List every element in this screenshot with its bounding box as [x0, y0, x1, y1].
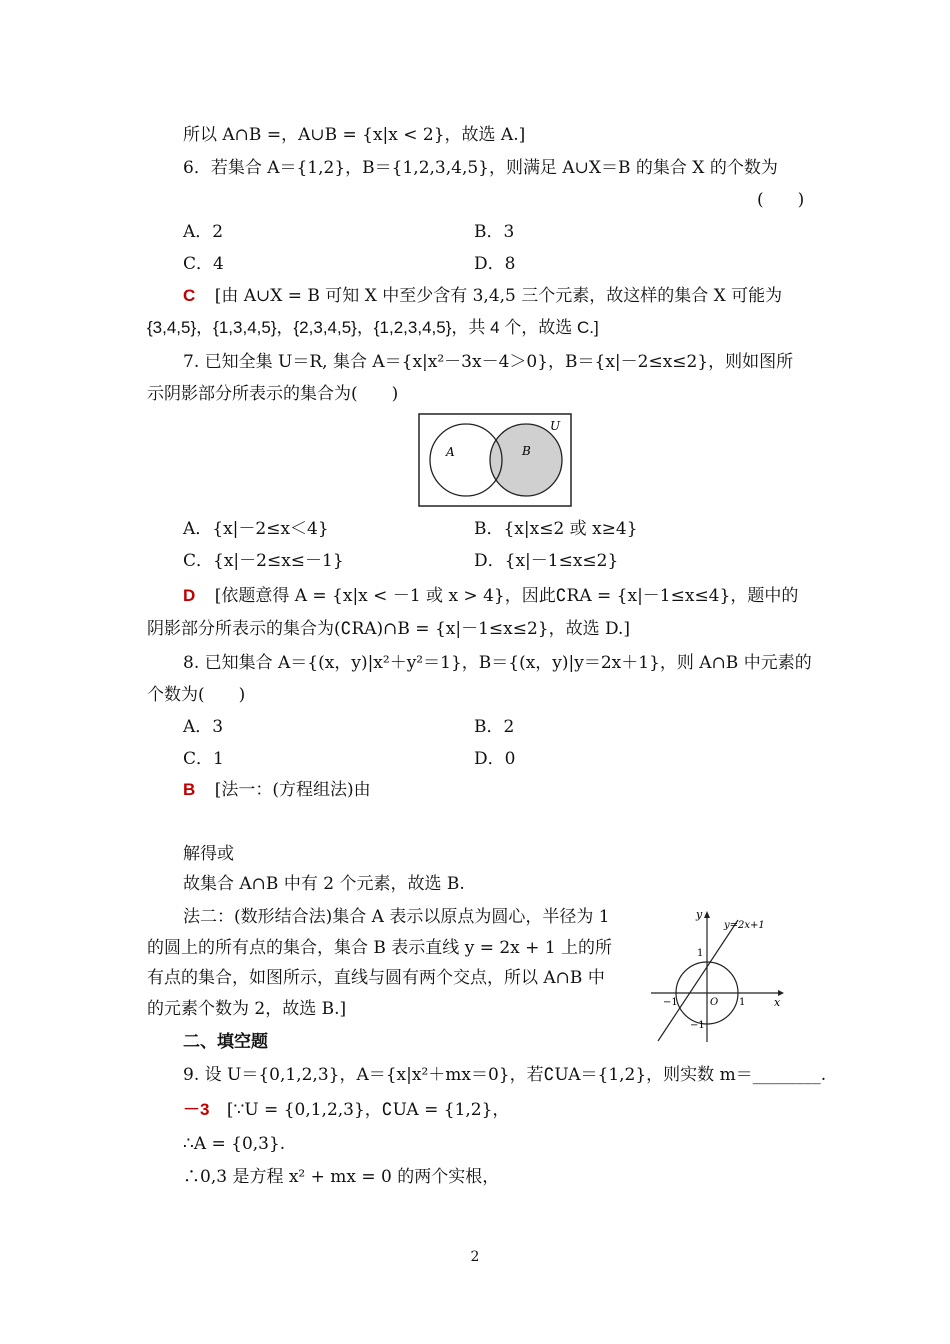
- answer-8: [183, 779, 371, 801]
- explanation: [依题意得 A = {x|x < －1 或 x > 4}，因此∁RA = {x|－1≤x≤4}，题中的: [214, 586, 799, 606]
- method-two-cont: 的圆上的所有点的集合，集合 B 表示直线 y = 2x + 1 上的所: [147, 938, 613, 958]
- circle-line-graph: [646, 906, 786, 1046]
- answer-letter: D: [183, 586, 196, 605]
- answer-9: [183, 1099, 509, 1121]
- question-9: 9. 设 U＝{0,1,2,3}，A＝{x|x²＋mx＝0}，若∁UA＝{1,2}，则实数 m＝________.: [183, 1065, 827, 1085]
- option-b: B．3: [474, 222, 515, 242]
- question-6: 6．若集合 A＝{1,2}，B＝{1,2,3,4,5}，则满足 A∪X＝B 的集合 X 的个数为: [183, 158, 778, 178]
- origin-label: O: [710, 997, 719, 1008]
- answer-letter: B: [183, 780, 196, 799]
- y-arrow-icon: [704, 911, 710, 918]
- line-label: y=2x+1: [724, 920, 765, 931]
- explanation: [∵U = {0,1,2,3}，∁UA = {1,2}，: [226, 1100, 510, 1120]
- answer-value: －3: [183, 1100, 210, 1119]
- text-line: 所以 A∩B =，A∪B = {x|x < 2}，故选 A.]: [183, 125, 526, 145]
- question-7: 7. 已知全集 U＝R, 集合 A＝{x|x²－3x－4＞0}，B＝{x|－2≤x≤2}，则如图所: [183, 352, 794, 372]
- x-label: x: [774, 996, 781, 1009]
- option-b: B．2: [474, 717, 515, 737]
- question-8: 8. 已知集合 A＝{(x，y)|x²＋y²＝1}，B＝{(x，y)|y＝2x＋1}，则 A∩B 中元素的: [183, 653, 812, 673]
- explanation: [法一：(方程组法)由: [214, 780, 371, 800]
- tick-y-1: 1: [697, 948, 704, 959]
- method-two-cont: 有点的集合，如图所示，直线与圆有两个交点，所以 A∩B 中: [147, 968, 605, 988]
- explanation: [由 A∪X = B 可知 X 中至少含有 3,4,5 三个元素，故这样的集合 X 可能为: [214, 286, 783, 306]
- option-c: C．{x|－2≤x≤－1}: [183, 551, 344, 571]
- explanation-cont: ∴A = {0,3}.: [183, 1134, 286, 1154]
- answer-letter: C: [183, 286, 196, 305]
- label-b: B: [522, 444, 531, 458]
- method-two-cont: 的元素个数为 2，故选 B.]: [147, 999, 347, 1019]
- explanation-cont: 解得或: [183, 844, 234, 864]
- option-d: D．8: [474, 254, 516, 274]
- question-8-cont: 个数为( ): [147, 685, 246, 705]
- explanation-cont: {3,4,5}，{1,3,4,5}，{2,3,4,5}，{1,2,3,4,5}，共 4 个，故选 C.]: [147, 318, 599, 337]
- answer-paren: ( ): [757, 190, 805, 210]
- explanation-cont: 阴影部分所表示的集合为(∁RA)∩B = {x|－1≤x≤2}，故选 D.]: [147, 619, 631, 639]
- answer-7: [183, 585, 798, 607]
- y-label: y: [696, 908, 703, 921]
- tick-x-neg1: −1: [663, 997, 678, 1008]
- set-b-circle: [490, 424, 562, 496]
- tick-x-1: 1: [739, 997, 746, 1008]
- option-d: D．{x|－1≤x≤2}: [474, 551, 619, 571]
- label-a: A: [446, 445, 455, 459]
- explanation-cont: ∴0,3 是方程 x² + mx = 0 的两个实根，: [183, 1167, 500, 1187]
- option-a: A．3: [183, 717, 224, 737]
- label-u: U: [550, 419, 561, 433]
- option-d: D．0: [474, 749, 516, 769]
- method-two: 法二：(数形结合法)集合 A 表示以原点为圆心，半径为 1: [183, 907, 610, 927]
- option-b: B．{x|x≤2 或 x≥4}: [474, 519, 638, 539]
- section-title: 二、填空题: [183, 1032, 268, 1051]
- option-a: A．2: [183, 222, 224, 242]
- question-7-cont: 示阴影部分所表示的集合为( ): [147, 384, 399, 404]
- option-c: C．4: [183, 254, 224, 274]
- venn-diagram: [418, 413, 572, 507]
- tick-y-neg1: −1: [690, 1020, 705, 1031]
- answer-6: [183, 285, 782, 307]
- page-number: 2: [470, 1249, 480, 1265]
- explanation-cont: 故集合 A∩B 中有 2 个元素，故选 B.: [183, 874, 465, 894]
- option-a: A．{x|－2≤x＜4}: [183, 519, 329, 539]
- option-c: C．1: [183, 749, 224, 769]
